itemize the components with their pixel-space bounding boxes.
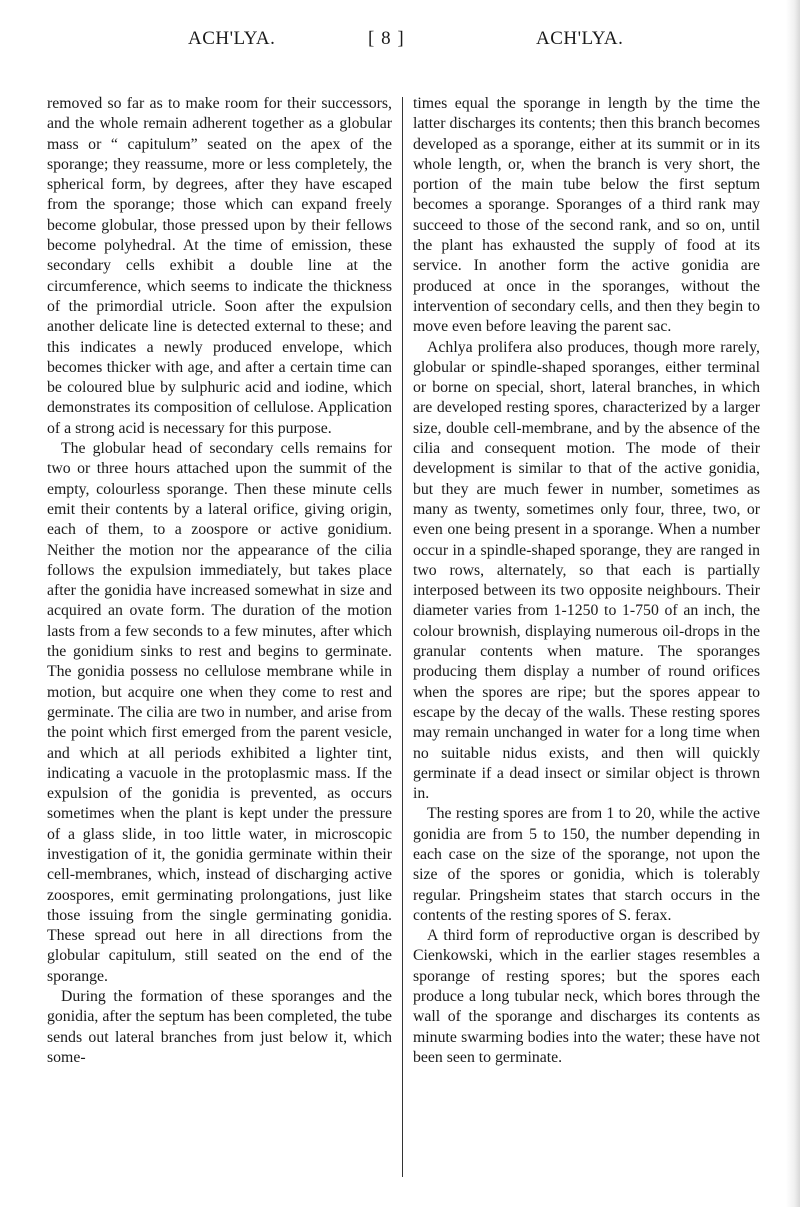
paragraph: removed so far as to make room for their successors, and the whole remain adherent together as a globular mass or “ capitulum” seated on the apex of the sporange; they reassume, more or less completely, the spherical form, by degrees, after they have escaped from the sporange; those which can expand freely become globular, those pressed upon by their fellows become polyhedral. At the time of emission, these secondary cells exhibit a double line at the circumference, which seems to indicate the thickness of the primordial utricle. Soon after the expulsion another delicate line is detected external to these; and this indicates a newly produced envelope, which becomes thicker with age, and after a certain time can be coloured blue by sulphuric acid and iodine, which demonstrates its composition of cellulose. Application of a strong acid is necessary for this purpose. <box>47 95 392 437</box>
right-column <box>413 94 760 1184</box>
paragraph: A third form of reproductive organ is described by Cienkowski, which in the earlier stages resembles a sporange of resting spores; but the spores each produce a long tubular neck, which bores through the wall of the sporange and discharges its contents as minute swarming bodies into the water; these have not been seen to germinate. <box>413 927 760 1066</box>
running-header <box>0 14 800 54</box>
column-divider <box>402 97 403 1177</box>
paragraph: The globular head of secondary cells remains for two or three hours attached upon the summit of the empty, colourless sporange. Then these minute cells emit their contents by a lateral orifice, giving origin, each of them, to a zoospore or active gonidium. Neither the motion nor the appearance of the cilia follows the expulsion immediately, but takes place after the gonidia have increased somewhat in size and acquired an ovate form. The duration of the motion lasts from a few seconds to a few minutes, after which the gonidium sinks to rest and begins to germinate. The gonidia possess no cellulose membrane while in motion, but acquire one when they come to rest and germinate. The cilia are two in number, and arise from the point which first emerged from the parent vesicle, and which at all periods exhibited a lighter tint, indicating a vacuole in the protoplasmic mass. If the expulsion of the gonidia is prevented, as occurs sometimes when the plant is kept under the pressure of a glass slide, in too little water, in microscopic investigation of it, the gonidia germinate within their cell-membranes, which, instead of discharging active zoospores, emit germinating prolongations, just like those issuing from the single germinating gonidia. These spread out here in all directions from the globular capitulum, still seated on the end of the sporange. <box>47 440 392 985</box>
paragraph: The resting spores are from 1 to 20, while the active gonidia are from 5 to 150, the number depending in each case on the size of the sporange, not upon the size of the spores or gonidia, which is tolerably regular. Pringsheim states that starch occurs in the contents of the resting spores of S. ferax. <box>413 805 760 924</box>
paragraph: times equal the sporange in length by the time the latter discharges its contents; then this branch becomes developed as a sporange, either at its summit or in its whole length, or, when the branch is very short, the portion of the main tube below the first septum becomes a sporange. Sporanges of a third rank may succeed to those of the second rank, and so on, until the plant has exhausted the supply of food at its service. In another form the active gonidia are produced at once in the sporanges, without the intervention of secondary cells, and then they begin to move even before leaving the parent sac. <box>413 95 760 336</box>
left-column <box>47 94 392 1184</box>
page-number: [ 8 ] <box>368 28 405 49</box>
paragraph: During the formation of these sporanges and the gonidia, after the septum has been completed, the tube sends out lateral branches from just below it, which some- <box>47 988 392 1066</box>
paragraph: Achlya prolifera also produces, though more rarely, globular or spindle-shaped sporanges, either terminal or borne on special, short, lateral branches, in which are developed resting spores, characterized by a larger size, double cell-membrane, and by the absence of the cilia and consequent motion. The mode of their development is similar to that of the active gonidia, but they are much fewer in number, sometimes as many as twenty, sometimes only four, three, two, or even one being present in a sporange. When a number occur in a spindle-shaped sporange, they are ranged in two rows, alternately, so that each is partially interposed between its two opposite neighbours. Their diameter varies from 1-1250 to 1-750 of an inch, the colour brownish, displaying numerous oil-drops in the granular contents when mature. The sporanges producing them display a number of round orifices when the spores are ripe; but the spores appear to escape by the decay of the walls. These resting spores may remain unchanged in water for a long time when no suitable nidus exists, and then will quickly germinate if a dead insect or similar object is thrown in. <box>413 338 760 803</box>
header-title-right: ACH'LYA. <box>536 28 624 49</box>
page-edge-shadow <box>786 0 800 1207</box>
header-title-left: ACH'LYA. <box>188 28 276 49</box>
